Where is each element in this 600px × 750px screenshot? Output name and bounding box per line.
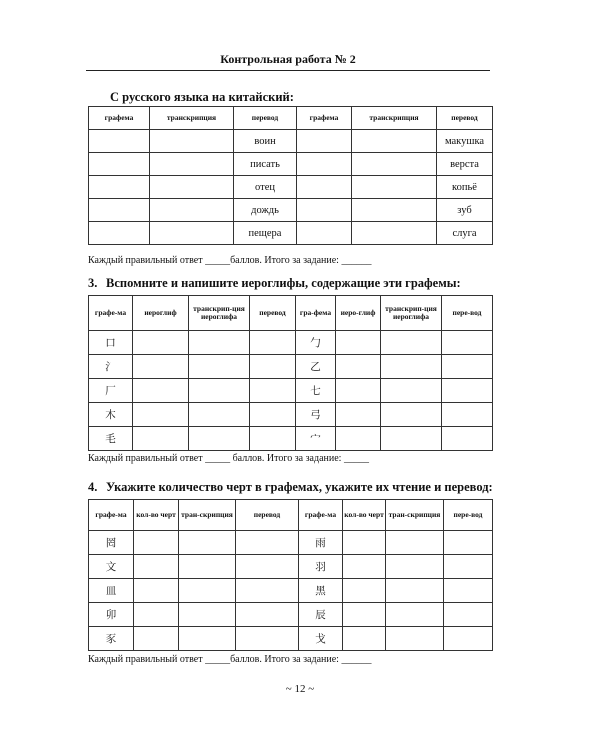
column-header: графе-ма <box>89 500 134 531</box>
table-row <box>89 199 493 222</box>
answer-cell[interactable] <box>386 531 444 555</box>
answer-cell[interactable] <box>336 379 381 403</box>
answer-cell[interactable] <box>150 199 234 222</box>
answer-cell[interactable] <box>250 403 296 427</box>
answer-cell[interactable] <box>442 379 493 403</box>
table-row <box>89 355 493 379</box>
grapheme-cell: 豕 <box>89 627 134 651</box>
word-cell: пещера <box>234 222 297 245</box>
answer-cell[interactable] <box>442 403 493 427</box>
answer-cell[interactable] <box>336 403 381 427</box>
column-header: пере-вод <box>444 500 493 531</box>
answer-cell[interactable] <box>386 579 444 603</box>
section4-heading-text: Укажите количество черт в графемах, укажите их чтение и перевод: <box>106 480 493 494</box>
answer-cell[interactable] <box>343 555 386 579</box>
column-header: кол-во черт <box>134 500 179 531</box>
answer-cell[interactable] <box>236 627 299 651</box>
word-cell: воин <box>234 130 297 153</box>
word-cell: зуб <box>437 199 493 222</box>
answer-cell[interactable] <box>134 603 179 627</box>
grapheme-cell: 雨 <box>299 531 343 555</box>
answer-cell[interactable] <box>343 579 386 603</box>
grapheme-cell: 黑 <box>299 579 343 603</box>
grapheme-cell: 七 <box>296 379 336 403</box>
column-header: иероглиф <box>133 296 189 331</box>
column-header: графе-ма <box>89 296 133 331</box>
column-header: транскрип-ция иероглифа <box>189 296 250 331</box>
section4-table <box>88 499 493 651</box>
answer-cell[interactable] <box>250 379 296 403</box>
column-header: графема <box>297 107 352 130</box>
answer-cell[interactable] <box>381 427 442 451</box>
answer-cell[interactable] <box>444 603 493 627</box>
table-row <box>89 403 493 427</box>
column-header: гра-фема <box>296 296 336 331</box>
answer-cell[interactable] <box>297 130 352 153</box>
grapheme-cell: 毛 <box>89 427 133 451</box>
table-row <box>89 627 493 651</box>
answer-cell[interactable] <box>352 176 437 199</box>
section4-heading <box>88 480 493 495</box>
answer-cell[interactable] <box>179 627 236 651</box>
answer-cell[interactable] <box>381 379 442 403</box>
answer-cell[interactable] <box>336 427 381 451</box>
section3-heading-text: Вспомните и напишите иероглифы, содержащие эти графемы: <box>106 276 461 290</box>
answer-cell[interactable] <box>133 427 189 451</box>
answer-cell[interactable] <box>236 555 299 579</box>
answer-cell[interactable] <box>133 355 189 379</box>
column-header: транскрипция <box>150 107 234 130</box>
answer-cell[interactable] <box>250 331 296 355</box>
answer-cell[interactable] <box>386 627 444 651</box>
section2-table <box>88 106 493 245</box>
answer-cell[interactable] <box>133 379 189 403</box>
table-row <box>89 555 493 579</box>
grapheme-cell: 皿 <box>89 579 134 603</box>
answer-cell[interactable] <box>134 627 179 651</box>
table-row <box>89 331 493 355</box>
answer-cell[interactable] <box>150 130 234 153</box>
column-header: тран-скрипция <box>386 500 444 531</box>
header-divider <box>86 70 490 71</box>
answer-cell[interactable] <box>352 153 437 176</box>
answer-cell[interactable] <box>134 531 179 555</box>
answer-cell[interactable] <box>343 627 386 651</box>
answer-cell[interactable] <box>442 355 493 379</box>
column-header: транскрипция <box>352 107 437 130</box>
grapheme-cell: 卯 <box>89 603 134 627</box>
answer-cell[interactable] <box>189 427 250 451</box>
grapheme-cell: 厂 <box>89 379 133 403</box>
answer-cell[interactable] <box>189 355 250 379</box>
answer-cell[interactable] <box>442 427 493 451</box>
answer-cell[interactable] <box>444 555 493 579</box>
answer-cell[interactable] <box>381 403 442 427</box>
answer-cell[interactable] <box>343 603 386 627</box>
section4-number: 4. <box>88 480 98 494</box>
answer-cell[interactable] <box>179 555 236 579</box>
table-row <box>89 603 493 627</box>
answer-cell[interactable] <box>352 199 437 222</box>
grapheme-cell: 宀 <box>296 427 336 451</box>
grapheme-cell: 罔 <box>89 531 134 555</box>
answer-cell[interactable] <box>236 579 299 603</box>
column-header: перевод <box>250 296 296 331</box>
grapheme-cell: 木 <box>89 403 133 427</box>
answer-cell[interactable] <box>236 603 299 627</box>
section3-heading <box>88 276 461 291</box>
section3-score-line: Каждый правильный ответ _____ баллов. Итого за задание: _____ <box>88 453 369 464</box>
answer-cell[interactable] <box>150 222 234 245</box>
grapheme-cell: 口 <box>89 331 133 355</box>
grapheme-cell: 勹 <box>296 331 336 355</box>
table-row <box>89 153 493 176</box>
answer-cell[interactable] <box>297 153 352 176</box>
answer-cell[interactable] <box>444 531 493 555</box>
word-cell: верста <box>437 153 493 176</box>
column-header: графема <box>89 107 150 130</box>
table-row <box>89 130 493 153</box>
word-cell: отец <box>234 176 297 199</box>
answer-cell[interactable] <box>444 627 493 651</box>
answer-cell[interactable] <box>352 222 437 245</box>
column-header: иеро-глиф <box>336 296 381 331</box>
answer-cell[interactable] <box>343 531 386 555</box>
table-row <box>89 379 493 403</box>
answer-cell[interactable] <box>133 403 189 427</box>
answer-cell[interactable] <box>381 355 442 379</box>
word-cell: макушка <box>437 130 493 153</box>
section3-table <box>88 295 493 451</box>
section2-score-line: Каждый правильный ответ _____баллов. Итого за задание: ______ <box>88 255 372 266</box>
answer-cell[interactable] <box>297 176 352 199</box>
word-cell: копьё <box>437 176 493 199</box>
section4-header-row <box>89 500 493 531</box>
column-header: графе-ма <box>299 500 343 531</box>
answer-cell[interactable] <box>336 355 381 379</box>
column-header: перевод <box>236 500 299 531</box>
section3-header-row <box>89 296 493 331</box>
answer-cell[interactable] <box>134 579 179 603</box>
answer-cell[interactable] <box>89 153 150 176</box>
section2-heading: С русского языка на китайский: <box>110 90 294 104</box>
answer-cell[interactable] <box>444 579 493 603</box>
section3-number: 3. <box>88 276 98 290</box>
answer-cell[interactable] <box>442 331 493 355</box>
answer-cell[interactable] <box>189 331 250 355</box>
grapheme-cell: 戈 <box>299 627 343 651</box>
answer-cell[interactable] <box>150 153 234 176</box>
answer-cell[interactable] <box>89 199 150 222</box>
word-cell: дождь <box>234 199 297 222</box>
answer-cell[interactable] <box>179 603 236 627</box>
answer-cell[interactable] <box>189 403 250 427</box>
column-header: перевод <box>437 107 493 130</box>
answer-cell[interactable] <box>189 379 250 403</box>
table-row <box>89 222 493 245</box>
column-header: тран-скрипция <box>179 500 236 531</box>
page-number: ~ 12 ~ <box>285 683 315 695</box>
answer-cell[interactable] <box>134 555 179 579</box>
table-row <box>89 531 493 555</box>
column-header: транскрип-ция иероглифа <box>381 296 442 331</box>
column-header: пере-вод <box>442 296 493 331</box>
answer-cell[interactable] <box>179 531 236 555</box>
section4-score-line: Каждый правильный ответ _____баллов. Итого за задание: ______ <box>88 654 372 665</box>
grapheme-cell: 羽 <box>299 555 343 579</box>
grapheme-cell: 辰 <box>299 603 343 627</box>
answer-cell[interactable] <box>336 331 381 355</box>
word-cell: слуга <box>437 222 493 245</box>
answer-cell[interactable] <box>179 579 236 603</box>
answer-cell[interactable] <box>381 331 442 355</box>
answer-cell[interactable] <box>89 222 150 245</box>
table-row <box>89 579 493 603</box>
table-row <box>89 176 493 199</box>
answer-cell[interactable] <box>236 531 299 555</box>
answer-cell[interactable] <box>250 427 296 451</box>
answer-cell[interactable] <box>297 222 352 245</box>
answer-cell[interactable] <box>150 176 234 199</box>
grapheme-cell: 文 <box>89 555 134 579</box>
answer-cell[interactable] <box>297 199 352 222</box>
answer-cell[interactable] <box>352 130 437 153</box>
grapheme-cell: 乙 <box>296 355 336 379</box>
answer-cell[interactable] <box>89 130 150 153</box>
grapheme-cell: 氵 <box>89 355 133 379</box>
column-header: перевод <box>234 107 297 130</box>
answer-cell[interactable] <box>386 603 444 627</box>
answer-cell[interactable] <box>89 176 150 199</box>
grapheme-cell: 弓 <box>296 403 336 427</box>
section2-header-row <box>89 107 493 130</box>
table-row <box>89 427 493 451</box>
page-header-title: Контрольная работа № 2 <box>220 52 356 66</box>
word-cell: писать <box>234 153 297 176</box>
answer-cell[interactable] <box>386 555 444 579</box>
answer-cell[interactable] <box>133 331 189 355</box>
answer-cell[interactable] <box>250 355 296 379</box>
column-header: кол-во черт <box>343 500 386 531</box>
